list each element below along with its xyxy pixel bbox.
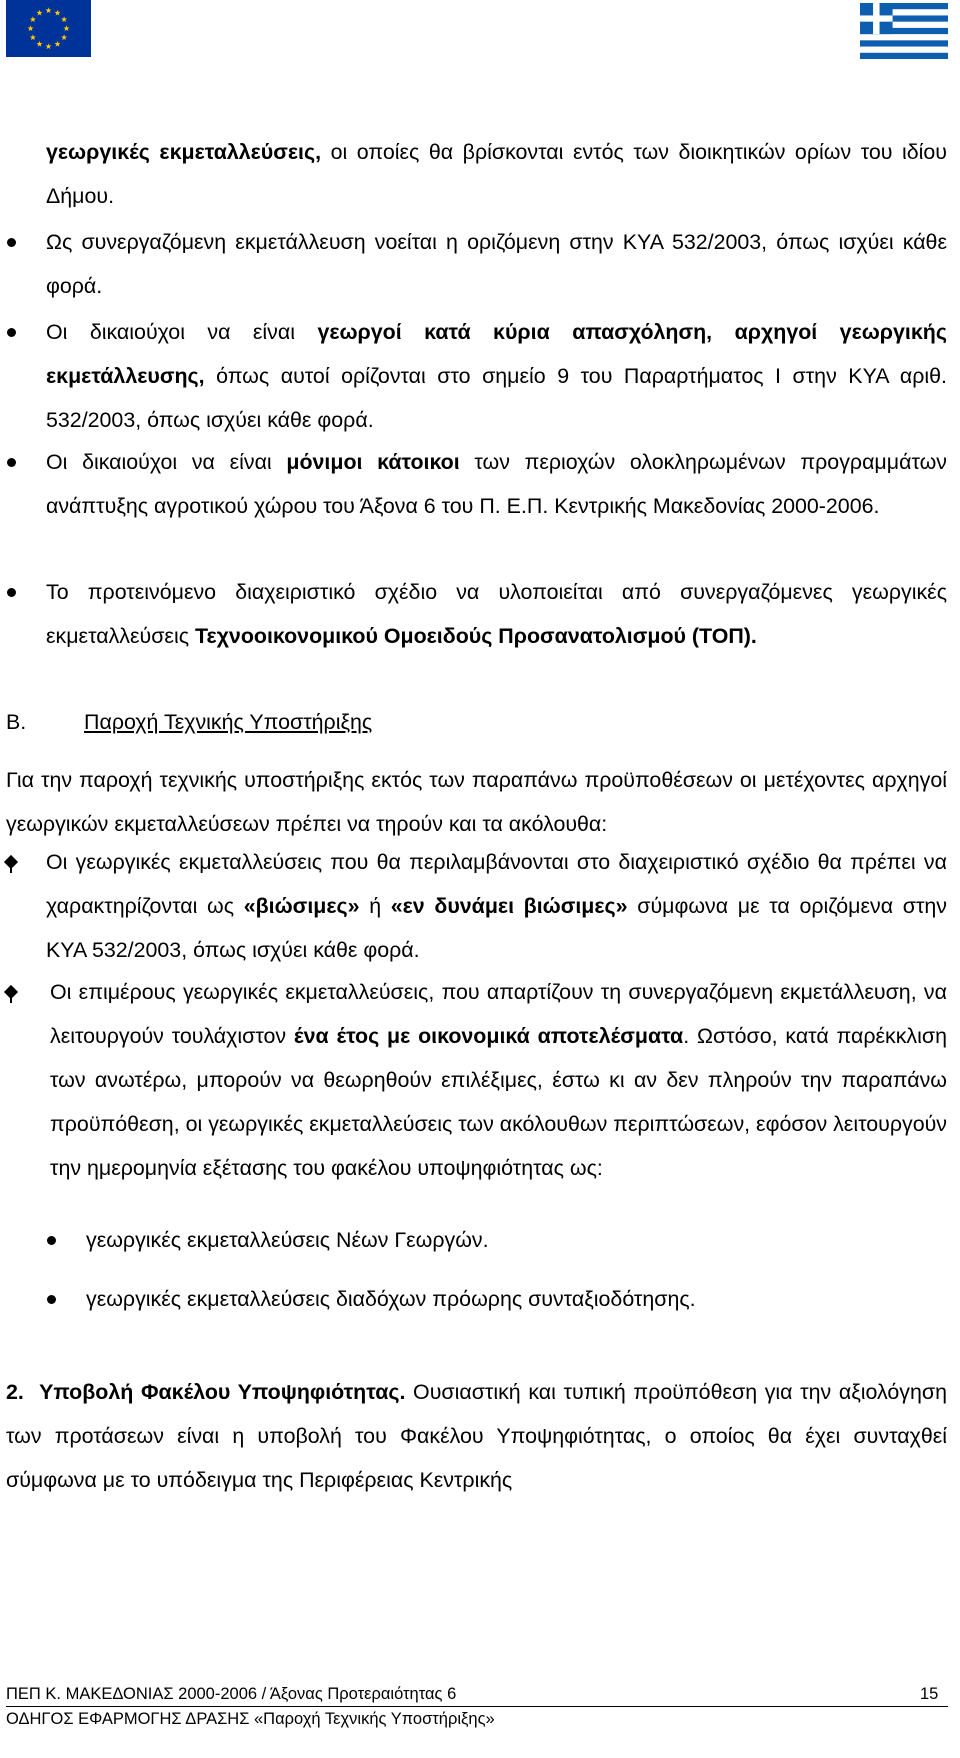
bullet-dot-icon xyxy=(7,328,16,337)
bullet-dot-icon xyxy=(7,588,16,597)
section-a-bullet xyxy=(46,440,947,528)
item-text: ή xyxy=(359,894,391,918)
bullet-text: Οι δικαιούχοι να είναι xyxy=(46,320,318,344)
bullet-bold-text: Τεχνοοικονομικού Ομοειδούς Προσανατολισμού (ΤΟΠ). xyxy=(194,624,757,648)
item-text: Οι γεωργικές εκμεταλλεύσεις που θα περιλαμβάνονται στο διαχειριστικό σχέδιο θα πρέπει να χαρακτηρίζονται ως xyxy=(46,850,947,918)
eu-flag-icon xyxy=(6,0,91,57)
intro-rest-text: οι οποίες θα βρίσκονται εντός των διοικητικών ορίων του ιδίου Δήμου. xyxy=(46,140,947,208)
item-bold-text: «εν δυνάμει βιώσιμες» xyxy=(390,894,628,918)
intro-bold-text: γεωργικές εκμεταλλεύσεις, xyxy=(46,140,322,164)
bullet-dot-icon xyxy=(7,458,16,467)
bullet-text: των περιοχών ολοκληρωμένων προγραμμάτων ανάπτυξης αγροτικού χώρου του Άξονα 6 του Π. Ε.Π. Κεντρικής Μακεδονίας 2000-2006. xyxy=(46,450,947,518)
bullet-text: όπως αυτοί ορίζονται στο σημείο 9 του Παραρτήματος Ι στην ΚΥΑ αριθ. 532/2003, όπως ισχύει κάθε φορά. xyxy=(46,364,947,432)
item-bold-text: ένα έτος με οικονομικά αποτελέσματα xyxy=(293,1024,684,1048)
section-a-bullet xyxy=(46,570,947,658)
section-2-number: 2. xyxy=(6,1380,24,1404)
footer-divider xyxy=(6,1706,948,1707)
sub-bullet-dot-icon xyxy=(47,1295,56,1304)
bullet-dot-icon xyxy=(7,238,16,247)
item-text: . Ωστόσο, κατά παρέκκλιση των ανωτέρω, μπορούν να θεωρηθούν επιλέξιμες, έστω κι αν δεν πληρούν την παραπάνω προϋπόθεση, οι γεωργικές εκμεταλλεύσεις των ακόλουθων περιπτώσεων, εφόσον λειτουργούν την ημερομηνία εξέτασης του φακέλου υποψηφιότητας ως: xyxy=(50,1024,947,1180)
diamond-item xyxy=(46,840,947,972)
bullet-text: Ως συνεργαζόμενη εκμετάλλευση νοείται η οριζόμενη στην ΚΥΑ 532/2003, όπως ισχύει κάθε φορά. xyxy=(46,230,947,298)
item-text: σύμφωνα με τα οριζόμενα στην ΚΥΑ 532/2003, όπως ισχύει κάθε φορά. xyxy=(46,894,947,962)
sub-bullet-dot-icon xyxy=(47,1236,56,1245)
item-bold-text: «βιώσιμες» xyxy=(243,894,360,918)
section-2-paragraph xyxy=(6,1370,947,1502)
section-a-intro xyxy=(46,130,947,218)
diamond-bullet-stem xyxy=(10,996,12,1003)
footer-line-1: ΠΕΠ Κ. ΜΑΚΕΔΟΝΙΑΣ 2000-2006 / Άξονας Προτεραιότητας 6 xyxy=(6,1685,457,1703)
section-b-heading xyxy=(6,700,947,744)
item-text: Οι επιμέρους γεωργικές εκμεταλλεύσεις, που απαρτίζουν τη συνεργαζόμενη εκμετάλλευση, να λειτουργούν τουλάχιστον xyxy=(50,980,947,1048)
section-2-text: Ουσιαστική και τυπική προϋπόθεση για την αξιολόγηση των προτάσεων είναι η υποβολή του Φακέλου Υποψηφιότητας, ο οποίος θα έχει συνταχθεί σύμφωνα με το υπόδειγμα της Περιφέρειας Κεντρικής xyxy=(6,1380,947,1492)
section-a-bullet xyxy=(46,220,947,308)
page-number: 15 xyxy=(920,1685,939,1703)
section-b-letter: Β. xyxy=(6,710,27,734)
greek-flag-icon xyxy=(860,3,948,59)
bullet-bold-text: μόνιμοι κάτοικοι xyxy=(286,450,460,474)
section-2-title: Υποβολή Φακέλου Υποψηφιότητας. xyxy=(39,1380,406,1404)
section-a-bullet xyxy=(46,310,947,442)
sub-item: γεωργικές εκμεταλλεύσεις Νέων Γεωργών. xyxy=(86,1228,489,1252)
sub-item: γεωργικές εκμεταλλεύσεις διαδόχων πρόωρης συνταξιοδότησης. xyxy=(86,1287,696,1311)
bullet-bold-text: γεωργοί κατά κύρια απασχόληση, αρχηγοί γεωργικής εκμετάλλευσης, xyxy=(46,320,947,388)
bullet-text: Οι δικαιούχοι να είναι xyxy=(46,450,287,474)
bullet-text: Το προτεινόμενο διαχειριστικό σχέδιο να υλοποιείται από συνεργαζόμενες γεωργικές εκμεταλλεύσεις xyxy=(46,580,947,648)
diamond-bullet-stem xyxy=(10,866,12,873)
footer-line-2: ΟΔΗΓΟΣ ΕΦΑΡΜΟΓΗΣ ΔΡΑΣΗΣ «Παροχή Τεχνικής Υποστήριξης» xyxy=(6,1710,495,1728)
section-b-title: Παροχή Τεχνικής Υποστήριξης xyxy=(84,710,373,734)
section-b-intro: Για την παροχή τεχνικής υποστήριξης εκτός των παραπάνω προϋποθέσεων οι μετέχοντες αρχηγοί γεωργικών εκμεταλλεύσεων πρέπει να τηρούν και τα ακόλουθα: xyxy=(6,768,947,836)
diamond-item xyxy=(50,970,947,1190)
